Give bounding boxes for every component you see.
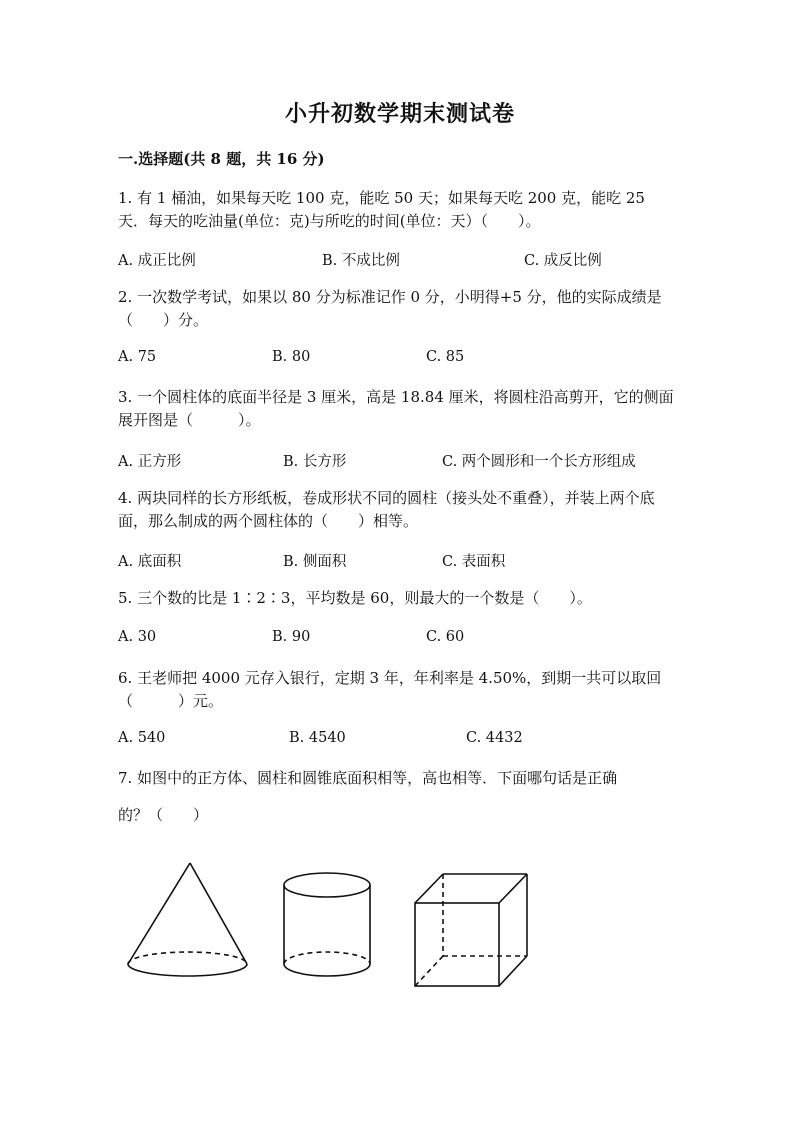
q3-option-c[interactable]: C. 两个圆形和一个长方形组成 bbox=[442, 454, 636, 470]
q5-option-b[interactable]: B. 90 bbox=[272, 629, 311, 645]
question-7-line1: 7. 如图中的正方体、圆柱和圆锥底面积相等，高也相等．下面哪句话是正确 bbox=[118, 769, 618, 787]
q5-option-c[interactable]: C. 60 bbox=[426, 629, 465, 645]
cube-figure bbox=[415, 874, 527, 986]
question-3: 3. 一个圆柱体的底面半径是 3 厘米，高是 18.84 厘米，将圆柱沿高剪开，它的侧面展开图是（ ）。 bbox=[118, 388, 674, 429]
question-4: 4. 两块同样的长方形纸板，卷成形状不同的圆柱（接头处不重叠），并装上两个底面，那么制成的两个圆柱体的（ ）相等。 bbox=[118, 489, 655, 530]
q6-option-a[interactable]: A. 540 bbox=[118, 730, 166, 746]
page-title: 小升初数学期末测试卷 bbox=[284, 101, 515, 127]
question-1: 1. 有 1 桶油，如果每天吃 100 克，能吃 50 天；如果每天吃 200 克，能吃 25 天．每天的吃油量(单位：克)与所吃的时间(单位：天）（ ）。 bbox=[118, 189, 645, 230]
cone-figure bbox=[128, 863, 247, 976]
q1-option-c[interactable]: C. 成反比例 bbox=[524, 253, 602, 269]
question-7-line2: 的？（ ） bbox=[118, 806, 209, 824]
q4-option-a[interactable]: A. 底面积 bbox=[118, 554, 182, 570]
section-heading: 一.选择题(共 8 题，共 16 分) bbox=[118, 150, 325, 168]
solids-figure bbox=[120, 858, 540, 988]
q1-option-b[interactable]: B. 不成比例 bbox=[322, 253, 400, 269]
cylinder-figure bbox=[284, 873, 370, 976]
q1-option-a[interactable]: A. 成正比例 bbox=[118, 253, 196, 269]
question-5: 5. 三个数的比是 1∶2∶3，平均数是 60，则最大的一个数是（ ）。 bbox=[118, 589, 592, 607]
q3-option-b[interactable]: B. 长方形 bbox=[283, 454, 347, 470]
question-2: 2. 一次数学考试，如果以 80 分为标准记作 0 分，小明得+5 分，他的实际成绩是（ ）分。 bbox=[118, 288, 662, 329]
q6-option-b[interactable]: B. 4540 bbox=[289, 730, 346, 746]
q5-option-a[interactable]: A. 30 bbox=[118, 629, 157, 645]
q2-option-c[interactable]: C. 85 bbox=[426, 349, 465, 365]
q4-option-c[interactable]: C. 表面积 bbox=[442, 554, 506, 570]
q2-option-b[interactable]: B. 80 bbox=[272, 349, 311, 365]
q2-option-a[interactable]: A. 75 bbox=[118, 349, 157, 365]
q4-option-b[interactable]: B. 侧面积 bbox=[283, 554, 347, 570]
question-6: 6. 王老师把 4000 元存入银行，定期 3 年，年利率是 4.50%，到期一共可以取回（ ）元。 bbox=[118, 669, 662, 710]
q3-option-a[interactable]: A. 正方形 bbox=[118, 454, 182, 470]
q6-option-c[interactable]: C. 4432 bbox=[466, 730, 523, 746]
